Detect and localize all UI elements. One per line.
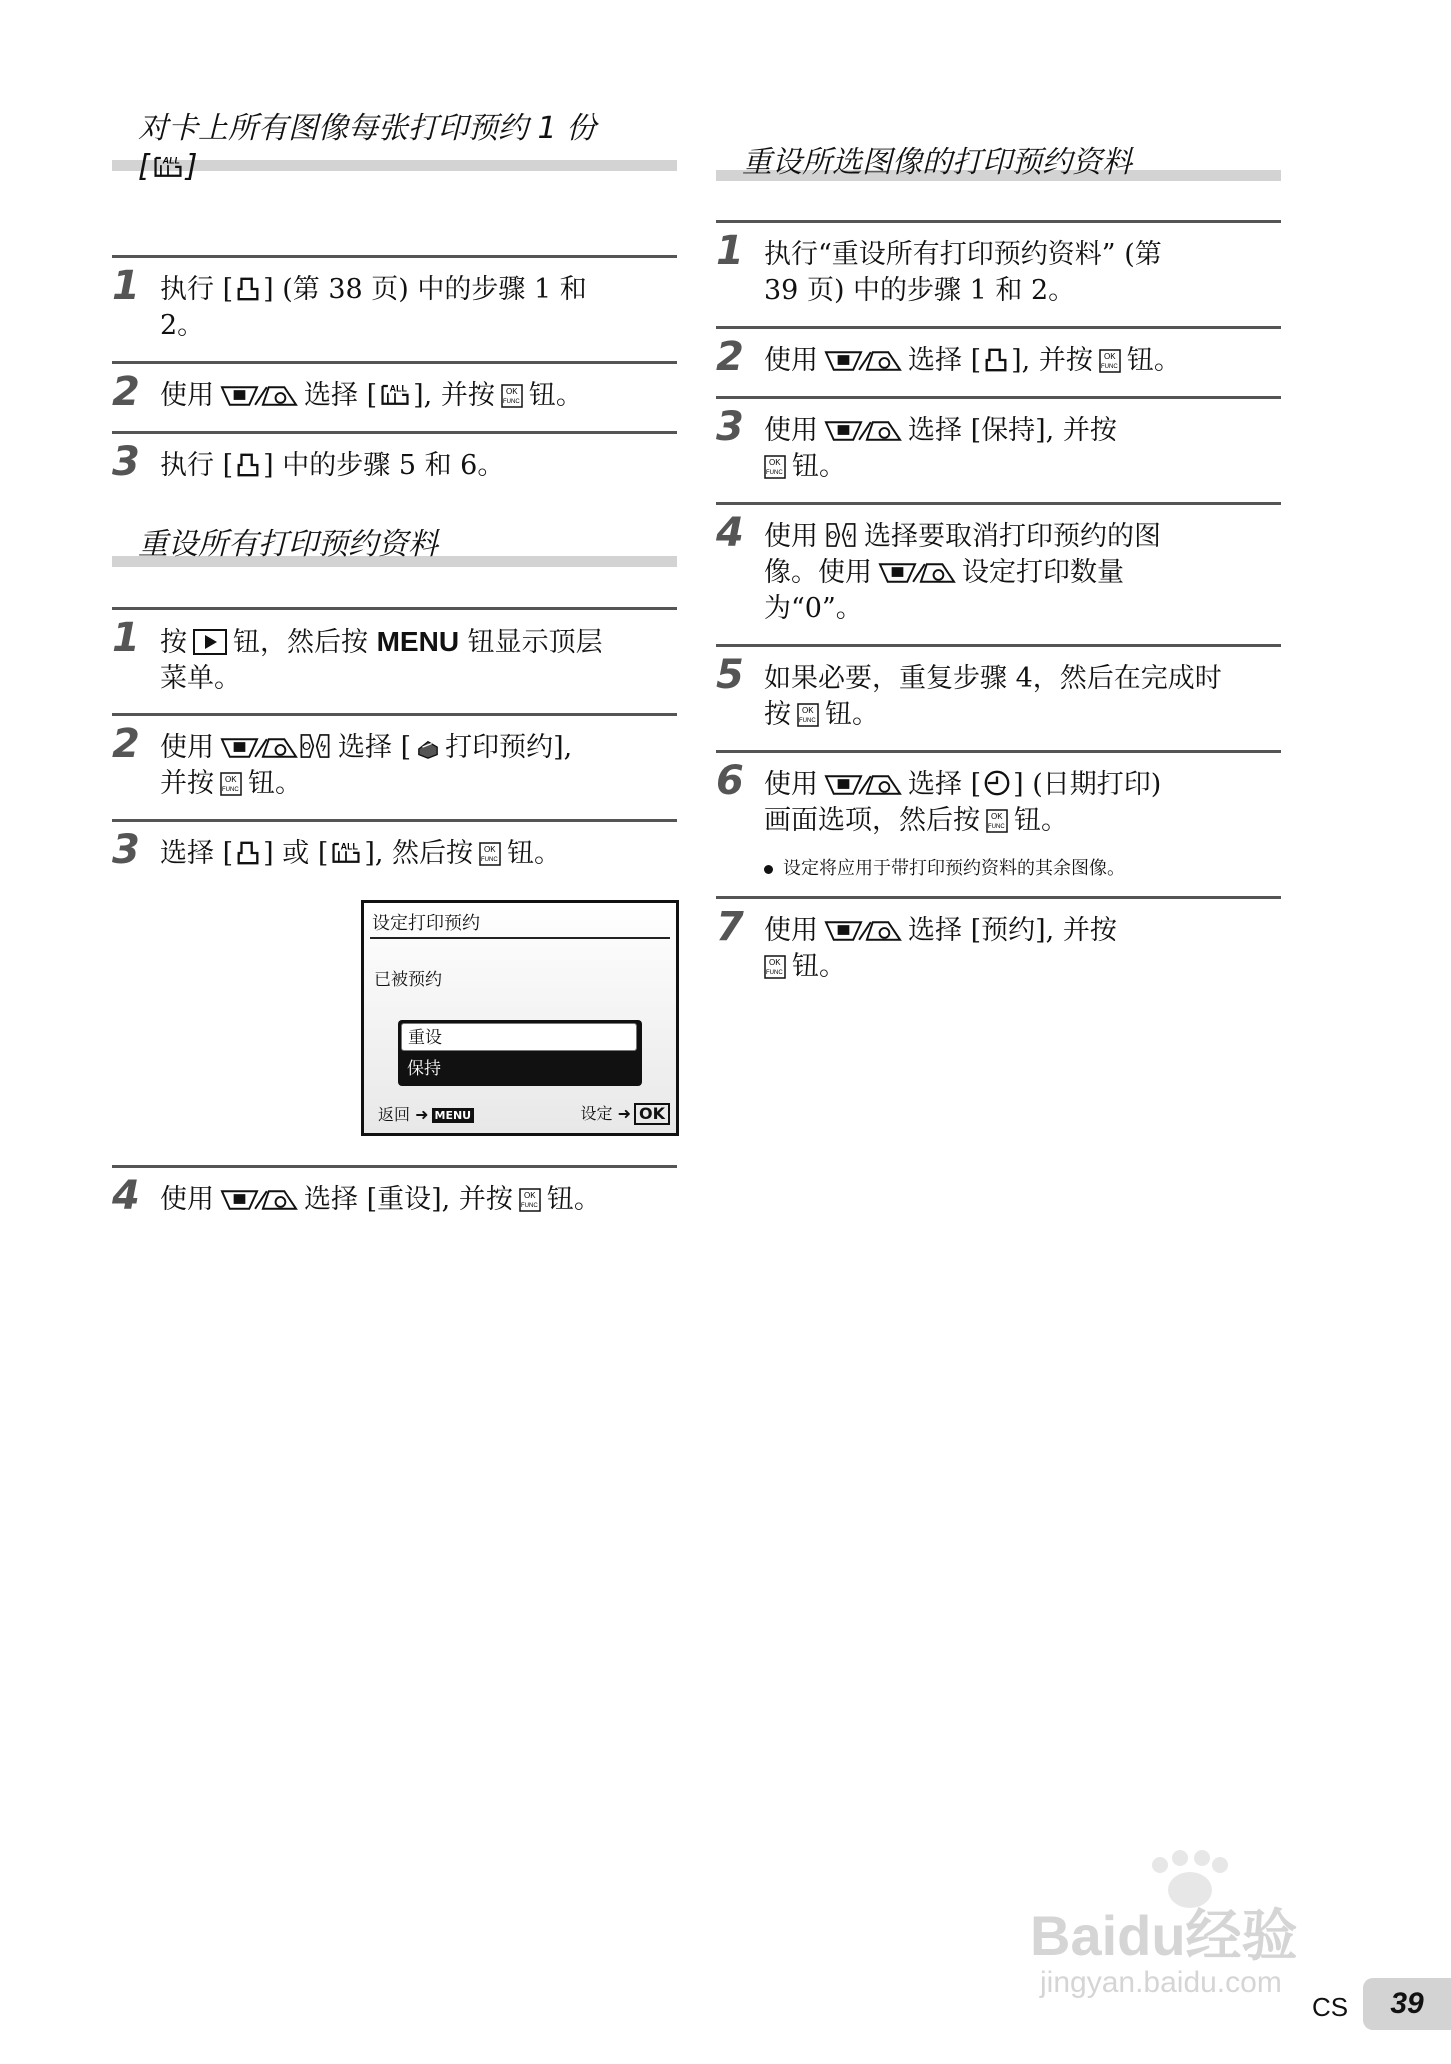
bracket-close: ] <box>185 149 198 184</box>
menu-key-tag: MENU <box>432 1108 475 1123</box>
text: 钮。 <box>792 451 846 482</box>
text: 钮。 <box>825 699 879 730</box>
step-2 <box>716 326 1281 399</box>
watermark-brand: Baidu经验 <box>1030 1904 1298 1967</box>
ok-func-button-icon <box>986 809 1008 833</box>
text: 钮，然后按 <box>233 627 368 658</box>
baidu-watermark <box>1020 1850 1360 2000</box>
step-number: 4 <box>716 510 744 556</box>
text: 使用 <box>160 1184 214 1215</box>
print-all-icon <box>379 380 411 408</box>
text: 选择 [ <box>338 732 412 763</box>
screen-title: 设定打印预约 <box>372 913 480 934</box>
step-text <box>160 624 677 697</box>
text: 钮显示顶层 <box>467 627 603 658</box>
print-single-icon <box>983 347 1009 373</box>
text: 执行 [ <box>160 274 234 305</box>
step-text <box>764 661 1281 733</box>
text: ], 并按 <box>1011 345 1093 376</box>
step-number: 1 <box>112 263 140 309</box>
text: ] 或 [ <box>263 838 329 869</box>
section-header-print-all <box>112 110 677 186</box>
text: 选择 [ <box>304 380 378 411</box>
screen-status: 已被预约 <box>374 970 442 990</box>
step-3 <box>716 396 1281 505</box>
print-single-icon <box>235 276 261 302</box>
note-text: 设定将应用于带打印预约资料的其余图像。 <box>783 858 1125 879</box>
text: ] (第 38 页) 中的步骤 1 和 <box>263 274 587 305</box>
section-header-reset-selected <box>716 144 1281 182</box>
text: ] (日期打印) <box>1013 769 1162 800</box>
language-label: CS <box>1312 1992 1349 2022</box>
step-text <box>764 767 1281 839</box>
step-number: 2 <box>112 369 140 415</box>
step-note <box>764 857 1281 881</box>
step-text <box>160 378 677 414</box>
text: 使用 <box>160 732 214 763</box>
ok-func-button-icon <box>519 1188 541 1212</box>
text: 像。使用 <box>764 557 872 588</box>
text: 选择 [重设], 并按 <box>304 1184 513 1215</box>
text: 钮。 <box>792 951 846 982</box>
step-number: 6 <box>716 758 744 804</box>
section-title: 重设所选图像的打印预约资料 <box>742 145 1132 180</box>
text: 2。 <box>160 310 205 341</box>
step-text <box>160 448 677 484</box>
text: 39 页) 中的步骤 1 和 2。 <box>764 275 1076 306</box>
step-number: 4 <box>112 1173 140 1219</box>
text: 选择 [预约], 并按 <box>908 915 1117 946</box>
watermark-url: jingyan.baidu.com <box>1040 1966 1282 1999</box>
screen-divider <box>370 937 670 939</box>
ok-func-button-icon <box>764 455 786 479</box>
text: 选择 [保持], 并按 <box>908 415 1117 446</box>
text: 画面选项，然后按 <box>764 805 980 836</box>
text: 为“0”。 <box>764 593 863 624</box>
step-text <box>764 343 1281 379</box>
up-down-arrow-buttons-icon <box>878 561 956 585</box>
step-2 <box>112 361 677 434</box>
text: 钮。 <box>528 380 583 411</box>
section-title-line1: 对卡上所有图像每张打印预约 1 份 <box>138 111 597 146</box>
menu-key: MENU <box>376 626 460 657</box>
print-order-icon <box>415 738 441 760</box>
text: 如果必要，重复步骤 4，然后在完成时 <box>764 663 1222 694</box>
ok-func-button-icon <box>1099 349 1121 373</box>
step-text <box>764 519 1281 627</box>
text: 并按 <box>160 768 214 799</box>
step-4 <box>112 1165 677 1238</box>
left-right-arrow-buttons-icon <box>298 732 332 760</box>
date-clock-icon <box>983 769 1011 797</box>
text: 选择 [ <box>908 769 982 800</box>
section-header-reset-all <box>112 526 677 564</box>
step-3 <box>112 819 677 892</box>
up-down-arrow-buttons-icon <box>220 1188 298 1212</box>
text: ] 中的步骤 5 和 6。 <box>263 450 505 481</box>
text: 钮。 <box>1014 805 1068 836</box>
text: 使用 <box>764 915 818 946</box>
step-number: 3 <box>112 439 140 485</box>
text: 使用 <box>764 345 818 376</box>
step-4 <box>716 502 1281 647</box>
step-text <box>764 237 1281 309</box>
up-down-arrow-buttons-icon <box>220 384 298 408</box>
print-all-icon <box>330 838 362 866</box>
text: 按 <box>160 627 187 658</box>
text: 钮。 <box>1126 345 1181 376</box>
text: 设定打印数量 <box>962 557 1124 588</box>
ok-func-button-icon <box>220 772 242 796</box>
text: 钮。 <box>507 838 562 869</box>
step-number: 7 <box>716 904 744 950</box>
text: 选择 [ <box>908 345 982 376</box>
camera-screen <box>361 900 679 1136</box>
section-title <box>112 110 677 186</box>
ok-func-button-icon <box>764 955 786 979</box>
text: 选择 [ <box>160 838 234 869</box>
text: 使用 <box>160 380 214 411</box>
up-down-arrow-buttons-icon <box>824 419 902 443</box>
text: 使用 <box>764 521 818 552</box>
text: 打印预约], <box>445 732 573 763</box>
screen-back-hint: 返回 ➜ MENU <box>378 1102 474 1125</box>
text: 使用 <box>764 769 818 800</box>
step-number: 5 <box>716 652 744 698</box>
ok-func-button-icon <box>797 703 819 727</box>
print-single-icon <box>235 840 261 866</box>
step-number: 2 <box>716 334 744 380</box>
option-keep[interactable]: 保持 <box>407 1059 441 1079</box>
up-down-arrow-buttons-icon <box>824 773 902 797</box>
text: 执行 [ <box>160 450 234 481</box>
back-label: 返回 <box>378 1105 411 1124</box>
paw-icon <box>1152 1850 1228 1908</box>
step-text <box>160 272 677 344</box>
print-all-icon <box>152 152 184 180</box>
up-down-arrow-buttons-icon <box>824 349 902 373</box>
up-down-arrow-buttons-icon <box>824 919 902 943</box>
ok-key-tag: OK <box>634 1103 670 1125</box>
step-1 <box>112 607 677 716</box>
step-text <box>160 836 677 872</box>
step-text <box>764 913 1281 985</box>
step-6 <box>716 750 1281 899</box>
ok-func-button-icon <box>501 384 523 408</box>
bracket-open: [ <box>138 149 150 184</box>
text: 使用 <box>764 415 818 446</box>
option-reset[interactable]: 重设 <box>401 1023 637 1051</box>
text: ], 并按 <box>413 380 495 411</box>
step-1 <box>716 220 1281 329</box>
text: 选择要取消打印预约的图 <box>864 521 1161 552</box>
set-label: 设定 <box>580 1104 613 1123</box>
left-right-arrow-buttons-icon <box>824 521 858 549</box>
print-single-icon <box>235 452 261 478</box>
screen-set-hint: 设定 ➜ OK <box>580 1101 670 1125</box>
step-text <box>764 413 1281 485</box>
step-3 <box>112 431 677 504</box>
step-number: 1 <box>716 228 744 274</box>
step-number: 3 <box>716 404 744 450</box>
text: 执行“重设所有打印预约资料” (第 <box>764 239 1162 270</box>
step-1 <box>112 255 677 364</box>
text: ], 然后按 <box>364 838 474 869</box>
play-button-icon <box>193 629 227 655</box>
step-number: 1 <box>112 615 140 661</box>
text: 钮。 <box>546 1184 601 1215</box>
step-text <box>160 1182 677 1218</box>
text: 按 <box>764 699 791 730</box>
step-5 <box>716 644 1281 753</box>
page-number: 39 <box>1363 1978 1451 2030</box>
screen-menu <box>398 1020 642 1086</box>
bullet-icon <box>764 865 773 874</box>
step-number: 2 <box>112 721 140 767</box>
step-text <box>160 730 677 802</box>
text: 菜单。 <box>160 663 241 694</box>
step-2 <box>112 713 677 822</box>
section-title: 重设所有打印预约资料 <box>138 527 438 562</box>
step-7 <box>716 896 1281 1005</box>
ok-func-button-icon <box>479 842 501 866</box>
up-down-arrow-buttons-icon <box>220 736 298 760</box>
step-number: 3 <box>112 827 140 873</box>
text: 钮。 <box>248 768 302 799</box>
